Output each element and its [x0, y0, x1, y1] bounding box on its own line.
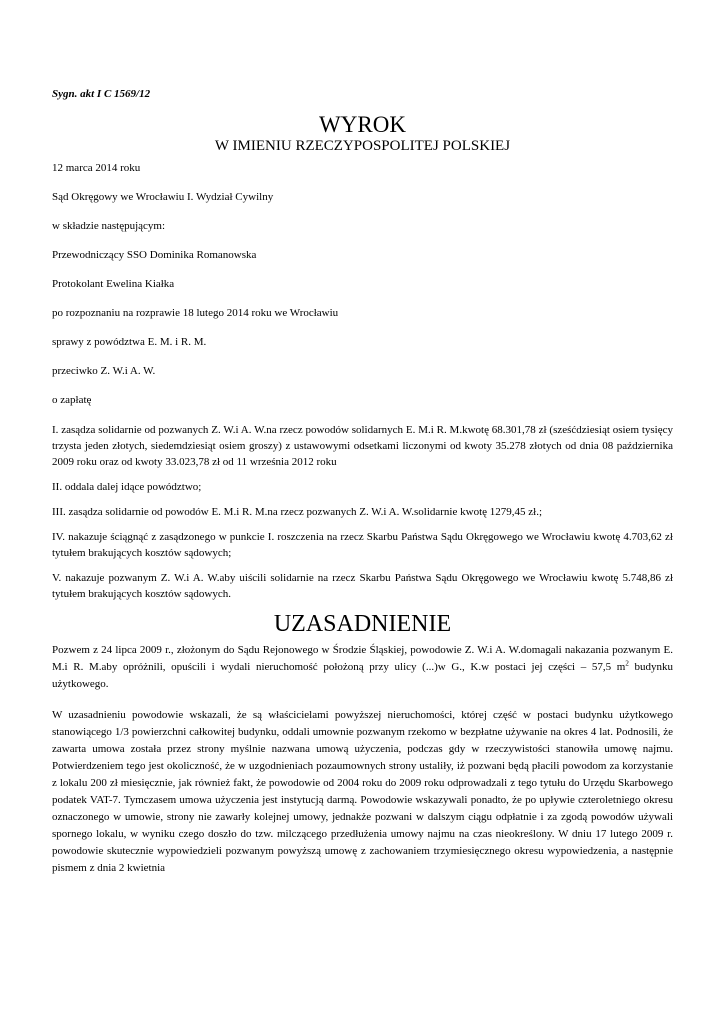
paragraph-text-end: budynku użytkowego. [52, 661, 673, 690]
justification-paragraph: W uzasadnieniu powodowie wskazali, że są właścicielami powyższej nieruchomości, której część w postaci budynku użytkowego stanowiącego 1/3 powierzchni całkowitej budynku, oddali umownie pozwanym rzekomo w bezpłatne używanie na okres 4 lat. Podnosili, że zawarta umowa została przez strony myślnie nazwana umową użyczenia, podczas gdy w rzeczywistości stanowiła umowę najmu. Potwierdzeniem tego jest okoliczność, że w uzgodnieniach pozaumownych strony ustaliły, iż pozwani będą płacili powodom za korzystanie z lokalu 200 zł miesięcznie, jak również fakt, że powodowie od 2004 roku do 2009 roku odprowadzali z tego tytułu do Urzędu Skarbowego podatek VAT-7. Tymczasem umowa użyczenia jest instytucją darmą. Powodowie wskazywali ponadto, że po upływie czteroletniego okresu oznaczonego w umowie, strony nie zawarły kolejnej umowy, jednakże pozwani w dalszym ciągu odpłatnie i za zgodą powodów używali spornego lokalu, w wyniku czego doszło do tzw. milczącego przedłużenia umowy najmu na czas nieokreślony. W dniu 17 lutego 2009 r. powodowie skutecznie wypowiedzieli pozwanym powyższą umowę z zachowaniem trzymiesięcznego okresu wypowiedzenia, a następnie pismem z dnia 2 kwietnia [52, 709, 673, 874]
hearing-info: po rozpoznaniu na rozprawie 18 lutego 2014 roku we Wrocławiu [52, 307, 339, 319]
paragraph-text: Pozwem z 24 lipca 2009 r., złożonym do Sądu Rejonowego w Środzie Śląskiej, powodowie Z. W.i A. W.domagali nakazania pozwanym E. M.i R. M.aby opróżnili, opuścili i wydali nieruchomość położoną przy ulicy (...)w G., K.w postaci jej części – 57,5 m [52, 644, 673, 673]
ruling-point: V. nakazuje pozwanym Z. W.i A. W.aby uiścili solidarnie na rzecz Skarbu Państwa Sądu Okręgowego we Wrocławiu kwotę 5.748,86 zł tytułem brakujących kosztów sądowych. [52, 572, 673, 600]
court-clerk: Protokolant Ewelina Kiałka [52, 278, 175, 290]
court-name: Sąd Okręgowy we Wrocławiu I. Wydział Cywilny [52, 191, 274, 203]
judgment-subtitle: W IMIENIU RZECZYPOSPOLITEJ POLSKIEJ [214, 138, 511, 154]
justification-paragraph [52, 642, 673, 693]
justification-heading: UZASADNIENIE [273, 611, 452, 637]
presiding-judge: Przewodniczący SSO Dominika Romanowska [52, 249, 257, 261]
case-parties: sprawy z powództwa E. M. i R. M. [52, 336, 207, 348]
defendants: przeciwko Z. W.i A. W. [52, 365, 156, 377]
judgment-date: 12 marca 2014 roku [52, 162, 141, 174]
court-composition: w składzie następującym: [52, 220, 166, 232]
superscript: 2 [625, 659, 629, 668]
case-signature: Sygn. akt I C 1569/12 [52, 88, 151, 100]
ruling-point: IV. nakazuje ściągnąć z zasądzonego w punkcie I. roszczenia na rzecz Skarbu Państwa Sądu Okręgowego we Wrocławiu kwotę 4.703,62 zł tytułem brakujących kosztów sądowych; [52, 531, 673, 559]
ruling-point: III. zasądza solidarnie od powodów E. M.i R. M.na rzecz pozwanych Z. W.i A. W.solidarnie kwotę 1279,45 zł.; [52, 506, 542, 518]
judgment-title: WYROK [319, 112, 406, 137]
ruling-point: I. zasądza solidarnie od pozwanych Z. W.i A. W.na rzecz powodów solidarnych E. M.i R. M.kwotę 68.301,78 zł (sześćdziesiąt osiem tysięcy trzysta jeden złotych, siedemdziesiąt osiem groszy) z ustawowymi odsetkami liczonymi od kwoty 35.278 złotych od dnia 08 października 2009 roku oraz od kwoty 33.023,78 zł od 11 września 2012 roku [52, 424, 673, 468]
document-page [52, 88, 673, 891]
case-subject: o zapłatę [52, 394, 92, 406]
ruling-point: II. oddala dalej idące powództwo; [52, 481, 202, 493]
